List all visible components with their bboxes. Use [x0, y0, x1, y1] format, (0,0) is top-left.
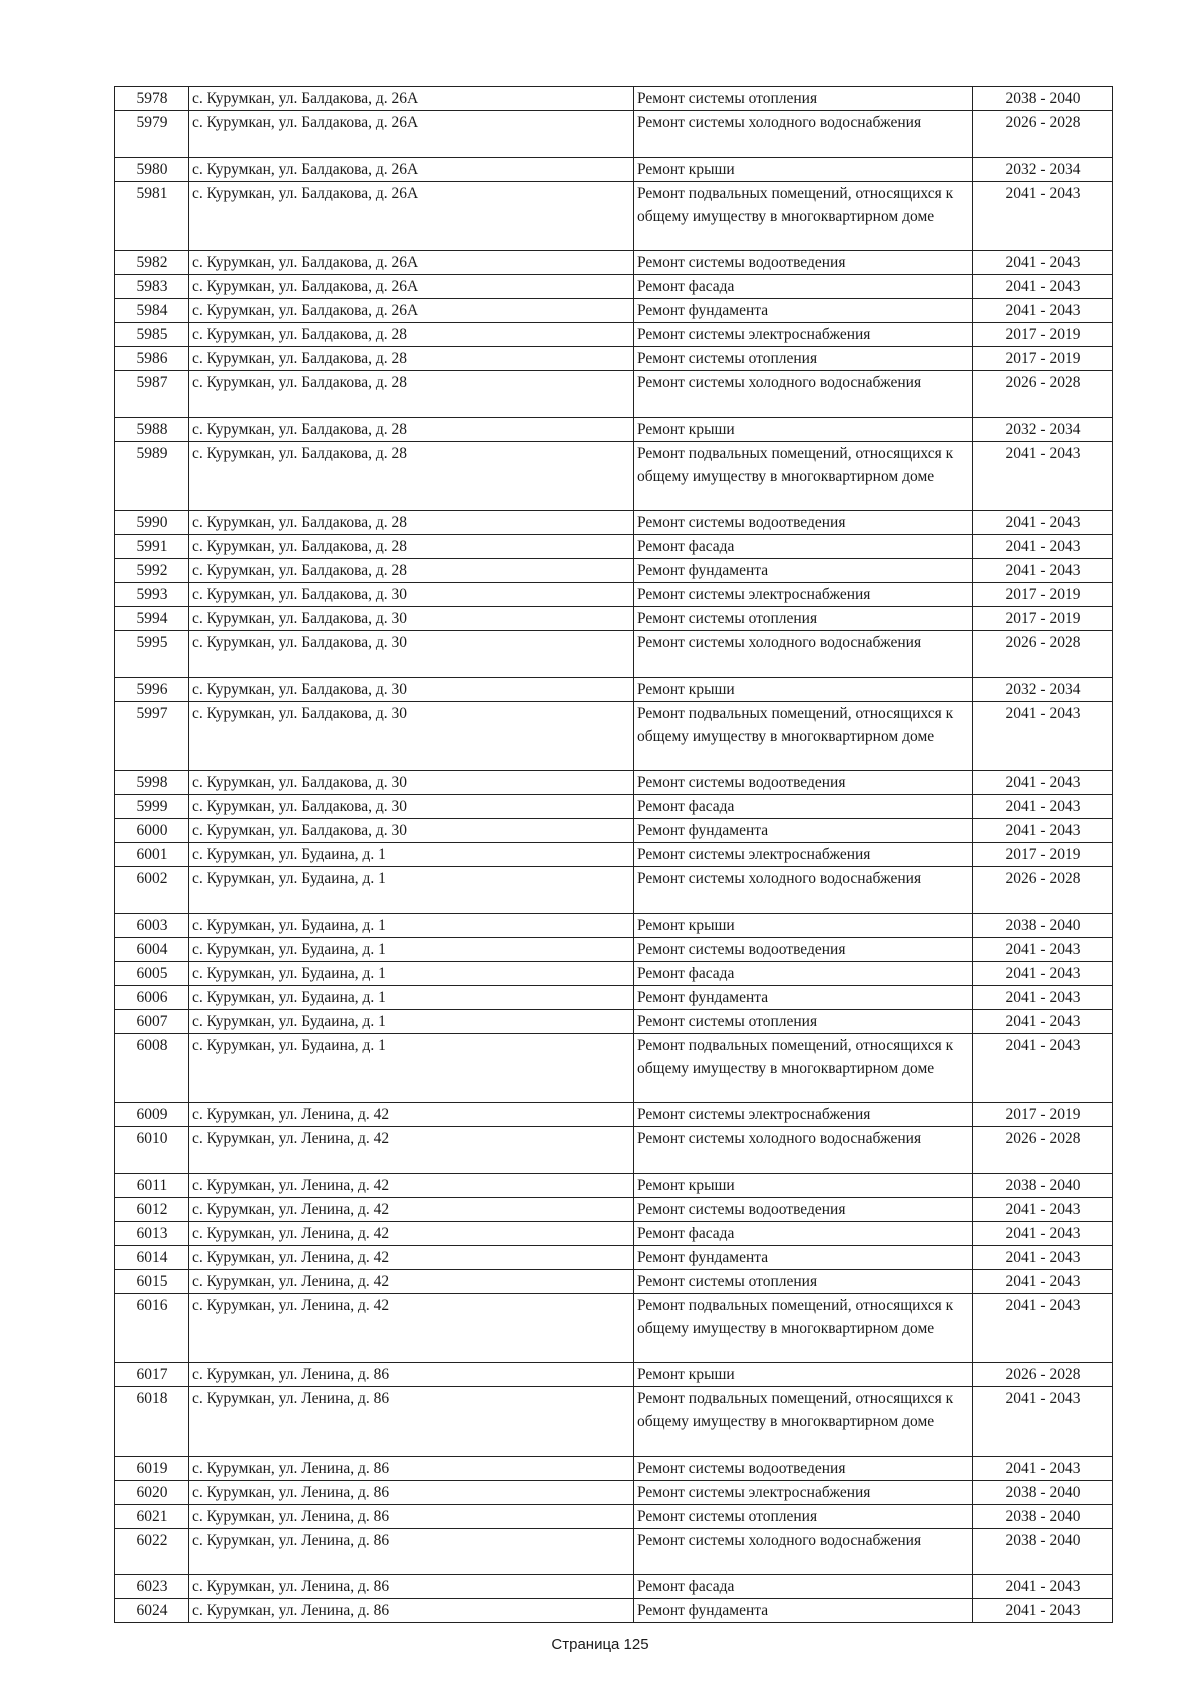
- address-cell: с. Курумкан, ул. Ленина, д. 86: [189, 1599, 634, 1623]
- row-number-cell: 5991: [115, 535, 189, 559]
- work-type-cell: Ремонт системы водоотведения: [634, 771, 973, 795]
- row-number-cell: 5992: [115, 559, 189, 583]
- period-cell: 2041 - 2043: [973, 1245, 1113, 1269]
- address-cell: с. Курумкан, ул. Ленина, д. 86: [189, 1480, 634, 1504]
- work-type-cell: Ремонт фундамента: [634, 1245, 973, 1269]
- row-number-cell: 5981: [115, 181, 189, 251]
- work-type-cell: Ремонт подвальных помещений, относящихся к общему имуществу в многоквартирном доме: [634, 701, 973, 771]
- table-row: [115, 937, 1113, 961]
- work-type-cell: Ремонт подвальных помещений, относящихся к общему имуществу в многоквартирном доме: [634, 1033, 973, 1103]
- period-cell: 2041 - 2043: [973, 1456, 1113, 1480]
- table-row: [115, 1293, 1113, 1363]
- address-cell: с. Курумкан, ул. Ленина, д. 42: [189, 1245, 634, 1269]
- address-cell: с. Курумкан, ул. Будаина, д. 1: [189, 961, 634, 985]
- address-cell: с. Курумкан, ул. Будаина, д. 1: [189, 1033, 634, 1103]
- table-row: [115, 701, 1113, 771]
- period-cell: 2041 - 2043: [973, 535, 1113, 559]
- table-row: [115, 677, 1113, 701]
- address-cell: с. Курумкан, ул. Ленина, д. 42: [189, 1269, 634, 1293]
- address-cell: с. Курумкан, ул. Будаина, д. 1: [189, 985, 634, 1009]
- repair-schedule-table: [114, 86, 1113, 1623]
- table-row: [115, 1599, 1113, 1623]
- table-row: [115, 347, 1113, 371]
- row-number-cell: 5993: [115, 583, 189, 607]
- address-cell: с. Курумкан, ул. Балдакова, д. 28: [189, 441, 634, 511]
- row-number-cell: 6005: [115, 961, 189, 985]
- address-cell: с. Курумкан, ул. Балдакова, д. 26А: [189, 275, 634, 299]
- work-type-cell: Ремонт системы отопления: [634, 607, 973, 631]
- work-type-cell: Ремонт фундамента: [634, 985, 973, 1009]
- period-cell: 2041 - 2043: [973, 559, 1113, 583]
- table-row: [115, 631, 1113, 678]
- period-cell: 2041 - 2043: [973, 771, 1113, 795]
- address-cell: с. Курумкан, ул. Балдакова, д. 30: [189, 819, 634, 843]
- address-cell: с. Курумкан, ул. Ленина, д. 86: [189, 1575, 634, 1599]
- period-cell: 2026 - 2028: [973, 371, 1113, 418]
- row-number-cell: 6014: [115, 1245, 189, 1269]
- period-cell: 2038 - 2040: [973, 1528, 1113, 1575]
- address-cell: с. Курумкан, ул. Будаина, д. 1: [189, 843, 634, 867]
- table-row: [115, 251, 1113, 275]
- address-cell: с. Курумкан, ул. Балдакова, д. 28: [189, 559, 634, 583]
- row-number-cell: 6017: [115, 1363, 189, 1387]
- address-cell: с. Курумкан, ул. Ленина, д. 86: [189, 1456, 634, 1480]
- table-row: [115, 985, 1113, 1009]
- period-cell: 2041 - 2043: [973, 985, 1113, 1009]
- table-row: [115, 795, 1113, 819]
- work-type-cell: Ремонт системы электроснабжения: [634, 323, 973, 347]
- work-type-cell: Ремонт системы отопления: [634, 87, 973, 111]
- table-row: [115, 323, 1113, 347]
- period-cell: 2041 - 2043: [973, 1033, 1113, 1103]
- work-type-cell: Ремонт подвальных помещений, относящихся к общему имуществу в многоквартирном доме: [634, 1387, 973, 1457]
- work-type-cell: Ремонт системы электроснабжения: [634, 1103, 973, 1127]
- row-number-cell: 6022: [115, 1528, 189, 1575]
- row-number-cell: 5979: [115, 111, 189, 158]
- table-row: [115, 1480, 1113, 1504]
- address-cell: с. Курумкан, ул. Балдакова, д. 30: [189, 771, 634, 795]
- address-cell: с. Курумкан, ул. Ленина, д. 42: [189, 1221, 634, 1245]
- period-cell: 2032 - 2034: [973, 417, 1113, 441]
- row-number-cell: 5997: [115, 701, 189, 771]
- row-number-cell: 6007: [115, 1009, 189, 1033]
- address-cell: с. Курумкан, ул. Ленина, д. 42: [189, 1103, 634, 1127]
- table-row: [115, 1269, 1113, 1293]
- table-row: [115, 913, 1113, 937]
- row-number-cell: 5989: [115, 441, 189, 511]
- table-row: [115, 1221, 1113, 1245]
- work-type-cell: Ремонт фундамента: [634, 819, 973, 843]
- table-row: [115, 1197, 1113, 1221]
- table-row: [115, 1127, 1113, 1174]
- table-body: [115, 87, 1113, 1623]
- period-cell: 2041 - 2043: [973, 1387, 1113, 1457]
- table-row: [115, 181, 1113, 251]
- work-type-cell: Ремонт системы отопления: [634, 347, 973, 371]
- period-cell: 2041 - 2043: [973, 181, 1113, 251]
- work-type-cell: Ремонт фасада: [634, 1575, 973, 1599]
- work-type-cell: Ремонт крыши: [634, 1363, 973, 1387]
- row-number-cell: 6013: [115, 1221, 189, 1245]
- row-number-cell: 6002: [115, 867, 189, 914]
- period-cell: 2041 - 2043: [973, 701, 1113, 771]
- row-number-cell: 6003: [115, 913, 189, 937]
- work-type-cell: Ремонт системы отопления: [634, 1504, 973, 1528]
- address-cell: с. Курумкан, ул. Ленина, д. 86: [189, 1528, 634, 1575]
- row-number-cell: 5995: [115, 631, 189, 678]
- address-cell: с. Курумкан, ул. Балдакова, д. 26А: [189, 111, 634, 158]
- row-number-cell: 6004: [115, 937, 189, 961]
- address-cell: с. Курумкан, ул. Балдакова, д. 30: [189, 795, 634, 819]
- period-cell: 2026 - 2028: [973, 867, 1113, 914]
- period-cell: 2032 - 2034: [973, 157, 1113, 181]
- work-type-cell: Ремонт крыши: [634, 677, 973, 701]
- period-cell: 2038 - 2040: [973, 1504, 1113, 1528]
- period-cell: 2041 - 2043: [973, 1269, 1113, 1293]
- row-number-cell: 5986: [115, 347, 189, 371]
- period-cell: 2038 - 2040: [973, 87, 1113, 111]
- address-cell: с. Курумкан, ул. Ленина, д. 42: [189, 1197, 634, 1221]
- address-cell: с. Курумкан, ул. Балдакова, д. 30: [189, 677, 634, 701]
- row-number-cell: 6011: [115, 1173, 189, 1197]
- address-cell: с. Курумкан, ул. Балдакова, д. 26А: [189, 299, 634, 323]
- table-row: [115, 1456, 1113, 1480]
- address-cell: с. Курумкан, ул. Будаина, д. 1: [189, 937, 634, 961]
- table-row: [115, 1528, 1113, 1575]
- table-row: [115, 111, 1113, 158]
- work-type-cell: Ремонт фасада: [634, 275, 973, 299]
- work-type-cell: Ремонт системы водоотведения: [634, 937, 973, 961]
- row-number-cell: 6001: [115, 843, 189, 867]
- table-row: [115, 583, 1113, 607]
- work-type-cell: Ремонт фасада: [634, 795, 973, 819]
- table-row: [115, 819, 1113, 843]
- work-type-cell: Ремонт крыши: [634, 1173, 973, 1197]
- period-cell: 2041 - 2043: [973, 441, 1113, 511]
- row-number-cell: 5998: [115, 771, 189, 795]
- address-cell: с. Курумкан, ул. Балдакова, д. 30: [189, 701, 634, 771]
- table-row: [115, 771, 1113, 795]
- work-type-cell: Ремонт подвальных помещений, относящихся к общему имуществу в многоквартирном доме: [634, 1293, 973, 1363]
- period-cell: 2041 - 2043: [973, 819, 1113, 843]
- period-cell: 2041 - 2043: [973, 1293, 1113, 1363]
- period-cell: 2041 - 2043: [973, 1221, 1113, 1245]
- row-number-cell: 6015: [115, 1269, 189, 1293]
- table-row: [115, 1575, 1113, 1599]
- table-row: [115, 559, 1113, 583]
- row-number-cell: 5978: [115, 87, 189, 111]
- work-type-cell: Ремонт крыши: [634, 913, 973, 937]
- period-cell: 2041 - 2043: [973, 1197, 1113, 1221]
- address-cell: с. Курумкан, ул. Балдакова, д. 26А: [189, 87, 634, 111]
- work-type-cell: Ремонт фасада: [634, 961, 973, 985]
- row-number-cell: 6023: [115, 1575, 189, 1599]
- period-cell: 2017 - 2019: [973, 1103, 1113, 1127]
- address-cell: с. Курумкан, ул. Балдакова, д. 28: [189, 371, 634, 418]
- row-number-cell: 6019: [115, 1456, 189, 1480]
- work-type-cell: Ремонт системы холодного водоснабжения: [634, 631, 973, 678]
- address-cell: с. Курумкан, ул. Балдакова, д. 26А: [189, 181, 634, 251]
- address-cell: с. Курумкан, ул. Балдакова, д. 28: [189, 347, 634, 371]
- address-cell: с. Курумкан, ул. Будаина, д. 1: [189, 867, 634, 914]
- period-cell: 2017 - 2019: [973, 323, 1113, 347]
- table-row: [115, 441, 1113, 511]
- work-type-cell: Ремонт системы водоотведения: [634, 251, 973, 275]
- table-row: [115, 607, 1113, 631]
- row-number-cell: 6018: [115, 1387, 189, 1457]
- period-cell: 2041 - 2043: [973, 961, 1113, 985]
- row-number-cell: 6024: [115, 1599, 189, 1623]
- row-number-cell: 5996: [115, 677, 189, 701]
- work-type-cell: Ремонт крыши: [634, 157, 973, 181]
- table-row: [115, 87, 1113, 111]
- period-cell: 2038 - 2040: [973, 1480, 1113, 1504]
- work-type-cell: Ремонт крыши: [634, 417, 973, 441]
- address-cell: с. Курумкан, ул. Балдакова, д. 28: [189, 535, 634, 559]
- period-cell: 2026 - 2028: [973, 1127, 1113, 1174]
- address-cell: с. Курумкан, ул. Ленина, д. 42: [189, 1173, 634, 1197]
- address-cell: с. Курумкан, ул. Будаина, д. 1: [189, 1009, 634, 1033]
- row-number-cell: 5987: [115, 371, 189, 418]
- address-cell: с. Курумкан, ул. Балдакова, д. 26А: [189, 157, 634, 181]
- work-type-cell: Ремонт системы электроснабжения: [634, 1480, 973, 1504]
- address-cell: с. Курумкан, ул. Ленина, д. 42: [189, 1127, 634, 1174]
- work-type-cell: Ремонт системы отопления: [634, 1009, 973, 1033]
- table-row: [115, 1363, 1113, 1387]
- address-cell: с. Курумкан, ул. Балдакова, д. 30: [189, 607, 634, 631]
- table-row: [115, 961, 1113, 985]
- work-type-cell: Ремонт системы холодного водоснабжения: [634, 1528, 973, 1575]
- period-cell: 2026 - 2028: [973, 1363, 1113, 1387]
- row-number-cell: 6016: [115, 1293, 189, 1363]
- row-number-cell: 5994: [115, 607, 189, 631]
- work-type-cell: Ремонт фундамента: [634, 1599, 973, 1623]
- work-type-cell: Ремонт системы холодного водоснабжения: [634, 1127, 973, 1174]
- page-number: Страница 125: [551, 1636, 649, 1653]
- period-cell: 2041 - 2043: [973, 299, 1113, 323]
- table-row: [115, 535, 1113, 559]
- table-row: [115, 1033, 1113, 1103]
- address-cell: с. Курумкан, ул. Ленина, д. 86: [189, 1387, 634, 1457]
- work-type-cell: Ремонт системы водоотведения: [634, 511, 973, 535]
- period-cell: 2041 - 2043: [973, 1599, 1113, 1623]
- table-row: [115, 1504, 1113, 1528]
- period-cell: 2017 - 2019: [973, 607, 1113, 631]
- row-number-cell: 5985: [115, 323, 189, 347]
- row-number-cell: 6000: [115, 819, 189, 843]
- period-cell: 2032 - 2034: [973, 677, 1113, 701]
- row-number-cell: 5999: [115, 795, 189, 819]
- period-cell: 2041 - 2043: [973, 275, 1113, 299]
- address-cell: с. Курумкан, ул. Будаина, д. 1: [189, 913, 634, 937]
- address-cell: с. Курумкан, ул. Балдакова, д. 28: [189, 511, 634, 535]
- table-row: [115, 1173, 1113, 1197]
- address-cell: с. Курумкан, ул. Балдакова, д. 26А: [189, 251, 634, 275]
- table-row: [115, 1245, 1113, 1269]
- table-row: [115, 275, 1113, 299]
- address-cell: с. Курумкан, ул. Балдакова, д. 30: [189, 631, 634, 678]
- period-cell: 2026 - 2028: [973, 111, 1113, 158]
- table-row: [115, 371, 1113, 418]
- address-cell: с. Курумкан, ул. Балдакова, д. 28: [189, 323, 634, 347]
- address-cell: с. Курумкан, ул. Ленина, д. 86: [189, 1504, 634, 1528]
- row-number-cell: 6010: [115, 1127, 189, 1174]
- address-cell: с. Курумкан, ул. Ленина, д. 86: [189, 1363, 634, 1387]
- table-row: [115, 511, 1113, 535]
- work-type-cell: Ремонт подвальных помещений, относящихся к общему имуществу в многоквартирном доме: [634, 181, 973, 251]
- table-row: [115, 1009, 1113, 1033]
- period-cell: 2026 - 2028: [973, 631, 1113, 678]
- row-number-cell: 5982: [115, 251, 189, 275]
- period-cell: 2041 - 2043: [973, 1575, 1113, 1599]
- row-number-cell: 5984: [115, 299, 189, 323]
- work-type-cell: Ремонт системы холодного водоснабжения: [634, 867, 973, 914]
- row-number-cell: 5990: [115, 511, 189, 535]
- work-type-cell: Ремонт системы электроснабжения: [634, 843, 973, 867]
- work-type-cell: Ремонт фундамента: [634, 299, 973, 323]
- table-row: [115, 867, 1113, 914]
- work-type-cell: Ремонт фундамента: [634, 559, 973, 583]
- period-cell: 2017 - 2019: [973, 843, 1113, 867]
- work-type-cell: Ремонт фасада: [634, 535, 973, 559]
- row-number-cell: 5983: [115, 275, 189, 299]
- work-type-cell: Ремонт подвальных помещений, относящихся к общему имуществу в многоквартирном доме: [634, 441, 973, 511]
- row-number-cell: 6021: [115, 1504, 189, 1528]
- work-type-cell: Ремонт системы водоотведения: [634, 1197, 973, 1221]
- period-cell: 2038 - 2040: [973, 1173, 1113, 1197]
- row-number-cell: 5988: [115, 417, 189, 441]
- period-cell: 2041 - 2043: [973, 511, 1113, 535]
- row-number-cell: 6008: [115, 1033, 189, 1103]
- period-cell: 2041 - 2043: [973, 795, 1113, 819]
- period-cell: 2038 - 2040: [973, 913, 1113, 937]
- work-type-cell: Ремонт фасада: [634, 1221, 973, 1245]
- period-cell: 2041 - 2043: [973, 937, 1113, 961]
- row-number-cell: 6009: [115, 1103, 189, 1127]
- work-type-cell: Ремонт системы водоотведения: [634, 1456, 973, 1480]
- table-row: [115, 299, 1113, 323]
- address-cell: с. Курумкан, ул. Ленина, д. 42: [189, 1293, 634, 1363]
- row-number-cell: 6020: [115, 1480, 189, 1504]
- table-row: [115, 417, 1113, 441]
- period-cell: 2017 - 2019: [973, 583, 1113, 607]
- table-row: [115, 157, 1113, 181]
- address-cell: с. Курумкан, ул. Балдакова, д. 30: [189, 583, 634, 607]
- work-type-cell: Ремонт системы электроснабжения: [634, 583, 973, 607]
- work-type-cell: Ремонт системы холодного водоснабжения: [634, 371, 973, 418]
- period-cell: 2041 - 2043: [973, 251, 1113, 275]
- row-number-cell: 5980: [115, 157, 189, 181]
- period-cell: 2017 - 2019: [973, 347, 1113, 371]
- work-type-cell: Ремонт системы отопления: [634, 1269, 973, 1293]
- work-type-cell: Ремонт системы холодного водоснабжения: [634, 111, 973, 158]
- table-row: [115, 1103, 1113, 1127]
- table-row: [115, 843, 1113, 867]
- address-cell: с. Курумкан, ул. Балдакова, д. 28: [189, 417, 634, 441]
- period-cell: 2041 - 2043: [973, 1009, 1113, 1033]
- row-number-cell: 6006: [115, 985, 189, 1009]
- row-number-cell: 6012: [115, 1197, 189, 1221]
- table-row: [115, 1387, 1113, 1457]
